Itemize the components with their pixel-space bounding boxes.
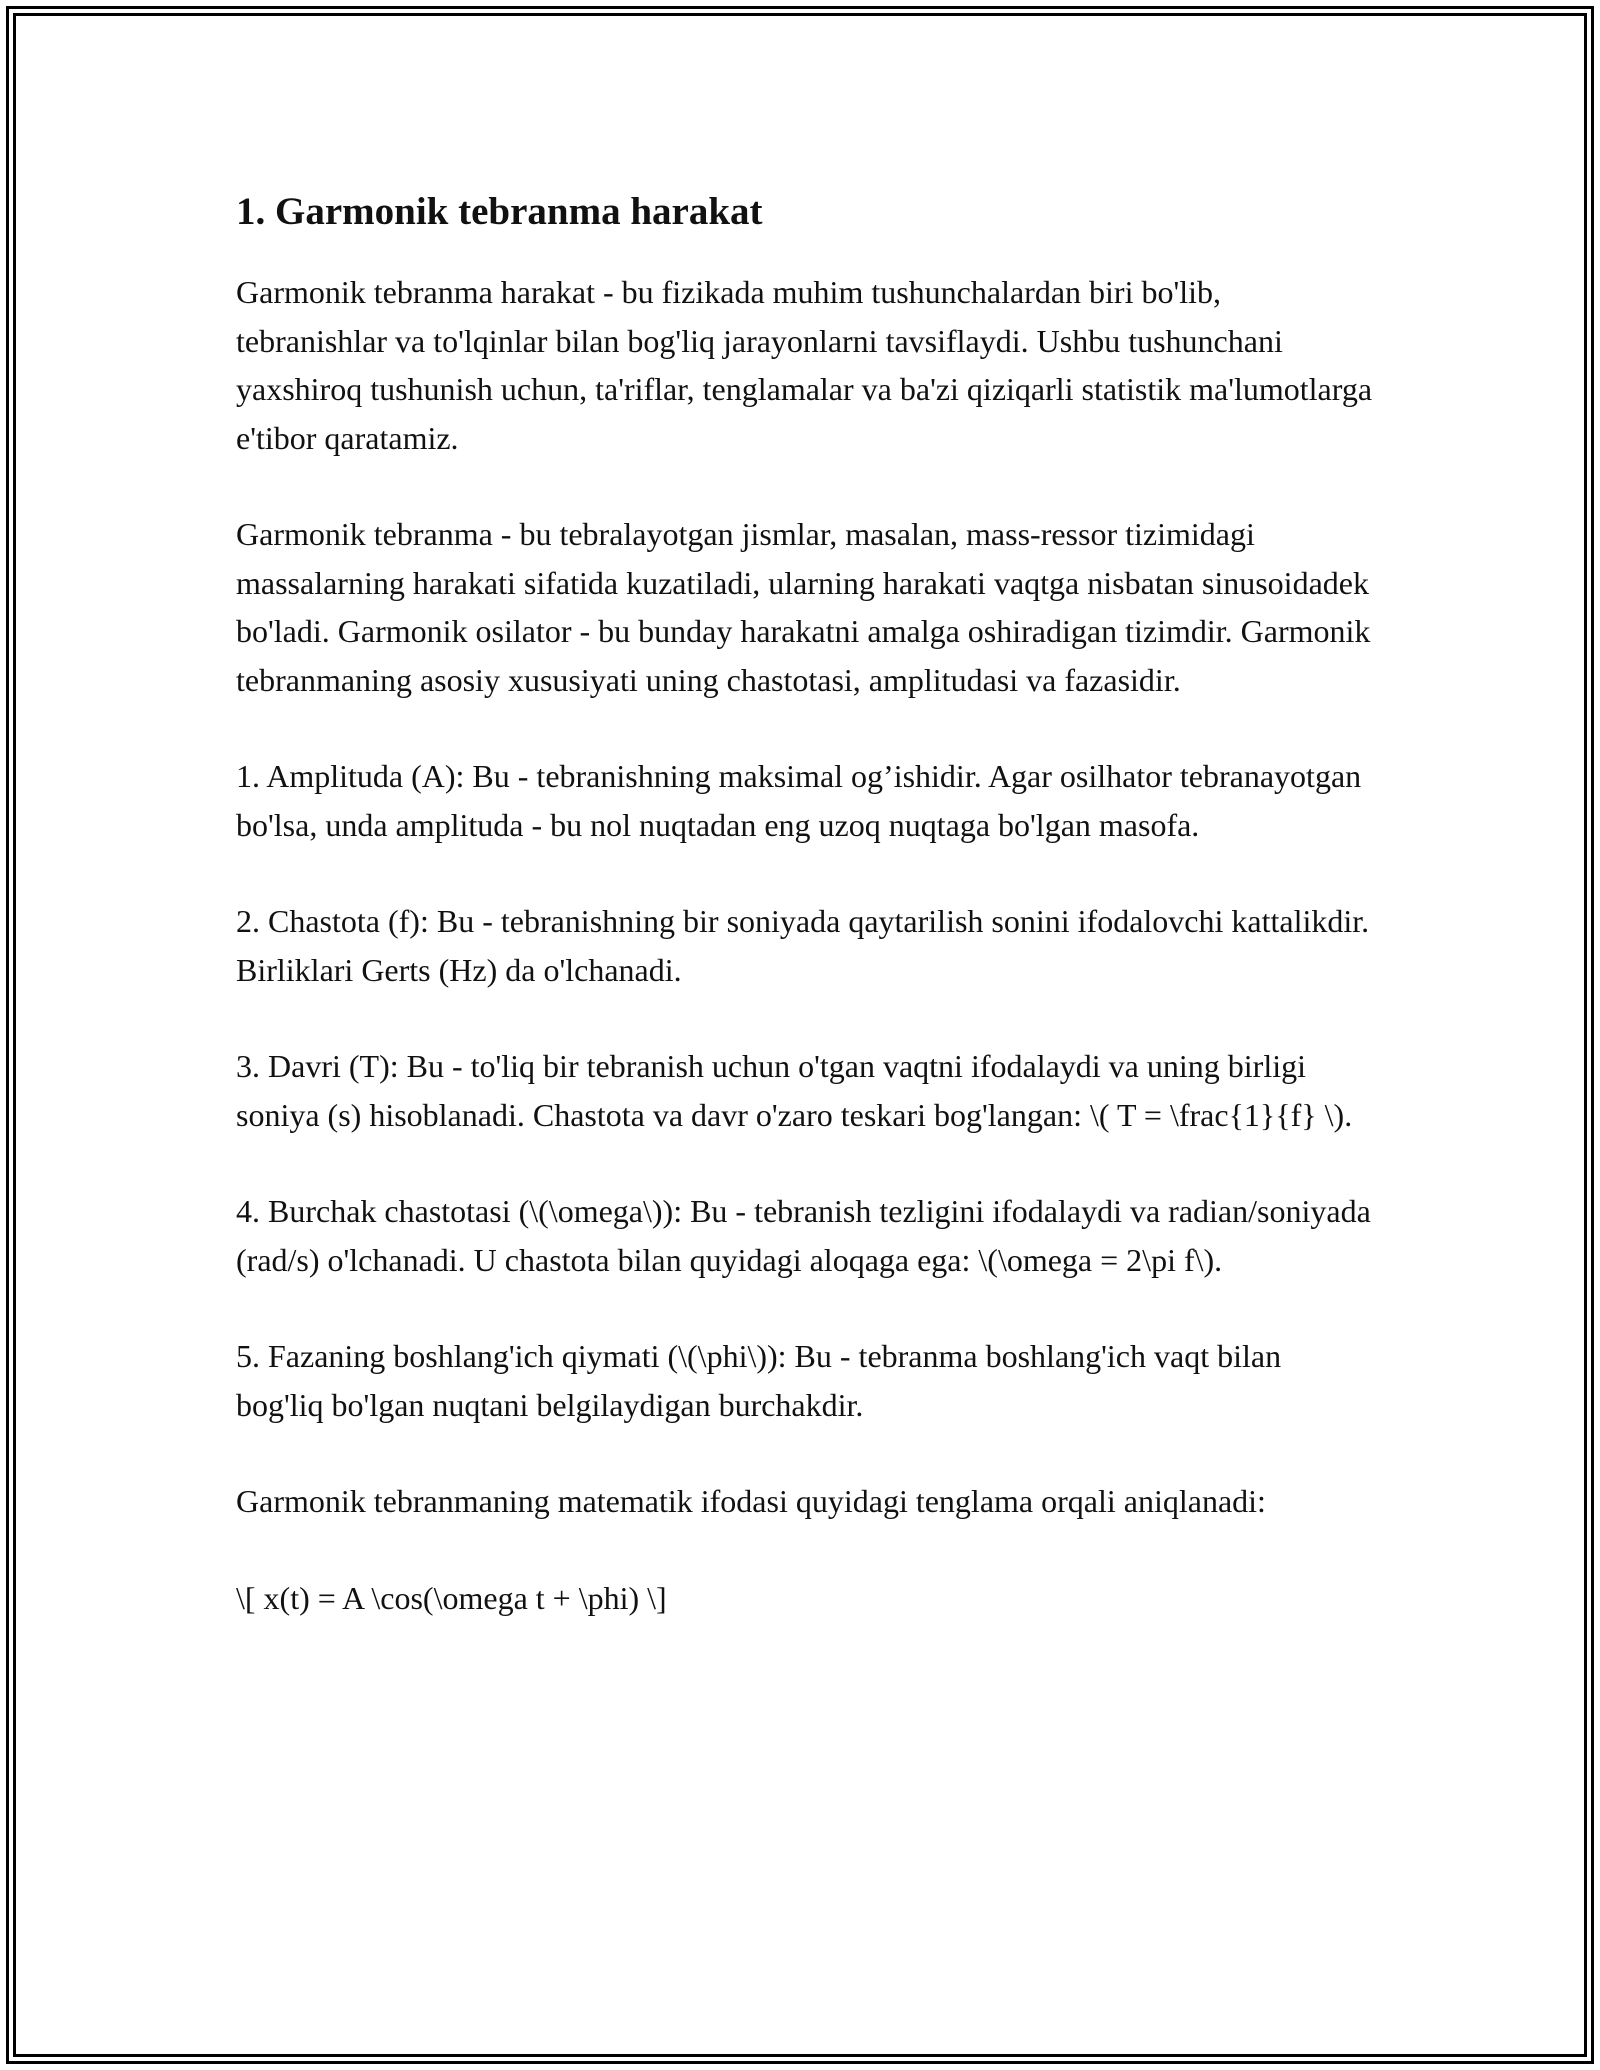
initial-phase-paragraph: 5. Fazaning boshlang'ich qiymati (\(\phi\)): Bu - tebranma boshlang'ich vaqt bilan bog'liq bo'lgan nuqtani belgilaydigan burchakdir. xyxy=(236,1338,1282,1423)
equation-intro-paragraph: Garmonik tebranmaning matematik ifodasi quyidagi tenglama orqali aniqlanadi: xyxy=(236,1483,1266,1519)
angular-frequency-paragraph: 4. Burchak chastotasi (\(\omega\)): Bu - tebranish tezligini ifodalaydi va radian/soniyada (rad/s) o'lchanadi. U chastota bilan quyidagi aloqaga ega: \(\omega = 2\pi f\). xyxy=(236,1193,1371,1278)
section-heading: 1. Garmonik tebranma harakat xyxy=(236,190,763,233)
equation-paragraph: \[ x(t) = A \cos(\omega t + \phi) \] xyxy=(236,1579,667,1616)
document-body xyxy=(236,186,1376,1670)
amplitude-paragraph: 1. Amplituda (A): Bu - tebranishning maksimal og’ishidir. Agar osilhator tebranayotgan bo'lsa, unda amplituda - bu nol nuqtadan eng uzoq nuqtaga bo'lgan masofa. xyxy=(236,758,1362,843)
intro-paragraph: Garmonik tebranma harakat - bu fizikada muhim tushunchalardan biri bo'lib, tebranishlar va to'lqinlar bilan bog'liq jarayonlarni tavsiflaydi. Ushbu tushunchani yaxshiroq tushunish uchun, ta'riflar, tenglamalar va ba'zi qiziqarli statistik ma'lumotlarga e'tibor qaratamiz. xyxy=(236,274,1373,456)
period-paragraph: 3. Davri (T): Bu - to'liq bir tebranish uchun o'tgan vaqtni ifodalaydi va uning birligi soniya (s) hisoblanadi. Chastota va davr o'zaro teskari bog'langan: \( T = \frac{1}{f} \). xyxy=(236,1048,1353,1133)
frequency-paragraph: 2. Chastota (f): Bu - tebranishning bir soniyada qaytarilish sonini ifodalovchi kattalikdir. Birliklari Gerts (Hz) da o'lchanadi. xyxy=(236,903,1370,988)
definition-paragraph: Garmonik tebranma - bu tebralayotgan jismlar, masalan, mass-ressor tizimidagi massalarning harakati sifatida kuzatiladi, ularning harakati vaqtga nisbatan sinusoidadek bo'ladi. Garmonik osilator - bu bunday harakatni amalga oshiradigan tizimdir. Garmonik tebranmaning asosiy xususiyati uning chastotasi, amplitudasi va fazasidir. xyxy=(236,516,1371,698)
